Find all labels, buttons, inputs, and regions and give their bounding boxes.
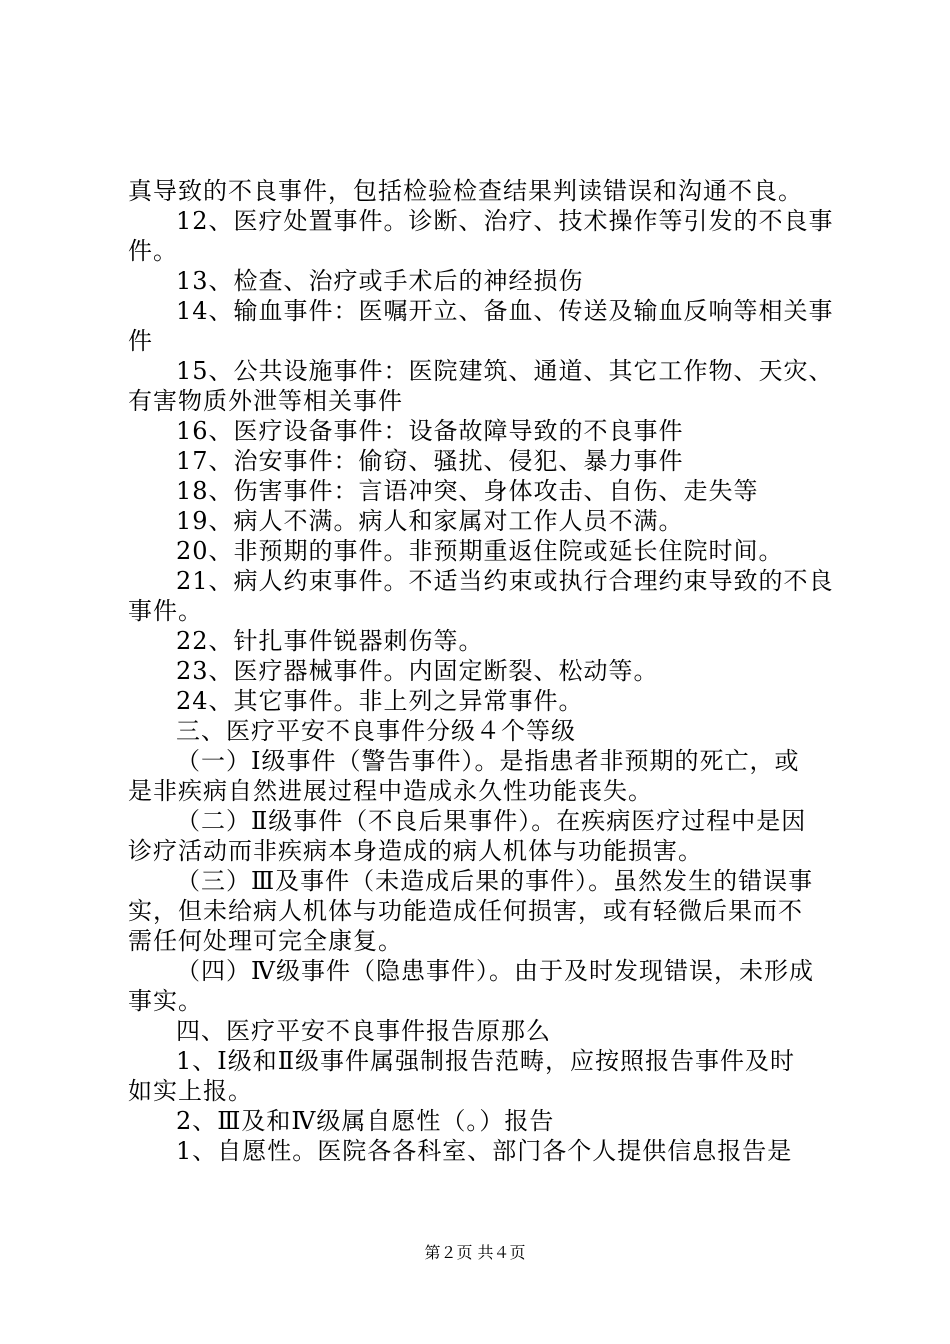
text-line: 三、医疗平安不良事件分级４个等级 xyxy=(176,717,576,745)
text-line: 件 xyxy=(128,327,153,355)
text-line: （二）Ⅱ级事件（不良后果事件）。在疾病医疗过程中是因 xyxy=(176,807,807,835)
text-line: （四）Ⅳ级事件（隐患事件）。由于及时发现错误，未形成 xyxy=(176,957,814,985)
text-line: 22、针扎事件锐器刺伤等。 xyxy=(176,627,484,655)
text-line: 事件。 xyxy=(128,597,203,625)
text-line: 需任何处理可完全康复。 xyxy=(128,927,403,955)
text-line: 21、病人约束事件。不适当约束或执行合理约束导致的不良 xyxy=(176,567,834,595)
text-line: 23、医疗器械事件。内固定断裂、松动等。 xyxy=(176,657,659,685)
text-line: 是非疾病自然进展过程中造成永久性功能丧失。 xyxy=(128,777,653,805)
text-line: 14、输血事件：医嘱开立、备血、传送及输血反响等相关事 xyxy=(176,297,834,325)
text-line: 实，但未给病人机体与功能造成任何损害，或有轻微后果而不 xyxy=(128,897,803,925)
text-line: 真导致的不良事件，包括检验检查结果判读错误和沟通不良。 xyxy=(128,177,803,205)
text-line: 15、公共设施事件：医院建筑、通道、其它工作物、天灾、 xyxy=(176,357,834,385)
text-line: 诊疗活动而非疾病本身造成的病人机体与功能损害。 xyxy=(128,837,703,865)
text-line: 四、医疗平安不良事件报告原那么 xyxy=(176,1017,551,1045)
text-line: 2、Ⅲ及和Ⅳ级属自愿性（。）报告 xyxy=(176,1107,555,1135)
text-line: 12、医疗处置事件。诊断、治疗、技术操作等引发的不良事 xyxy=(176,207,834,235)
text-line: （三）Ⅲ及事件（未造成后果的事件）。虽然发生的错误事 xyxy=(176,867,814,895)
text-line: 13、检查、治疗或手术后的神经损伤 xyxy=(176,267,584,295)
text-line: 1、Ⅰ级和Ⅱ级事件属强制报告范畴，应按照报告事件及时 xyxy=(176,1047,796,1075)
text-line: （一）Ⅰ级事件（警告事件）。是指患者非预期的死亡，或 xyxy=(176,747,800,775)
text-line: 20、非预期的事件。非预期重返住院或延长住院时间。 xyxy=(176,537,784,565)
text-line: 如实上报。 xyxy=(128,1077,253,1105)
document-body xyxy=(128,176,836,1166)
text-line: 1、自愿性。医院各各科室、部门各个人提供信息报告是 xyxy=(176,1137,793,1165)
text-line: 24、其它事件。非上列之异常事件。 xyxy=(176,687,584,715)
page-footer: 第２页 共４页 xyxy=(424,1243,526,1262)
text-line: 件。 xyxy=(128,237,178,265)
text-line: 19、病人不满。病人和家属对工作人员不满。 xyxy=(176,507,684,535)
text-line: 16、医疗设备事件：设备故障导致的不良事件 xyxy=(176,417,684,445)
text-line: 事实。 xyxy=(128,987,203,1015)
text-line: 17、治安事件：偷窃、骚扰、侵犯、暴力事件 xyxy=(176,447,684,475)
text-line: 有害物质外泄等相关事件 xyxy=(128,387,403,415)
text-line: 18、伤害事件：言语冲突、身体攻击、自伤、走失等 xyxy=(176,477,759,505)
